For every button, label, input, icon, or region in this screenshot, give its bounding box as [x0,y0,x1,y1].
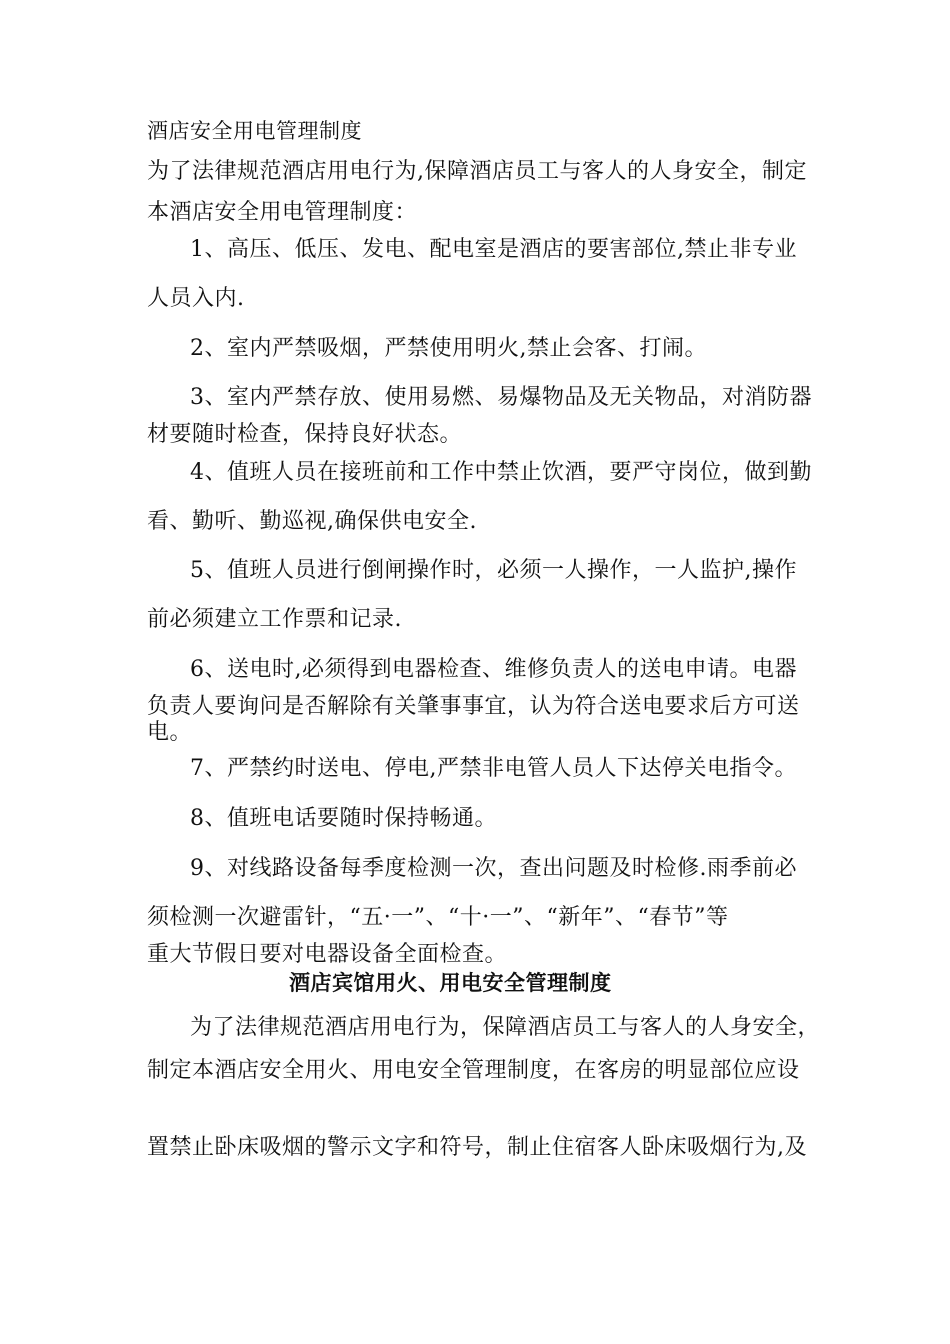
item-5-line-1: 5、值班人员进行倒闸操作时，必须一人操作，一人监护,操作 [190,558,797,583]
item-9-line-2: 须检测一次避雷针，“五·一”、“十·一”、“新年”、“春节”等 [147,905,729,930]
item-2-line-1: 2、室内严禁吸烟，严禁使用明火,禁止会客、打闹。 [190,336,707,361]
item-6-line-2: 负责人要询问是否解除有关肇事事宜，认为符合送电要求后方可送 [147,694,800,719]
item-9-line-3: 重大节假日要对电器设备全面检查。 [147,942,508,967]
item-1-line-2: 人员入内. [147,286,245,311]
doc-title: 酒店安全用电管理制度 [147,119,362,143]
item-6-line-3: 电。 [147,720,193,745]
section-para-line-1: 为了法律规范酒店用电行为，保障酒店员工与客人的人身安全， [190,1015,821,1040]
item-3-line-2: 材要随时检查，保持良好状态。 [147,422,463,447]
item-3-line-1: 3、室内严禁存放、使用易燃、易爆物品及无关物品，对消防器 [190,385,812,410]
item-6-line-1: 6、送电时,必须得到电器检查、维修负责人的送电申请。电器 [190,657,797,682]
item-1-line-1: 1、高压、低压、发电、配电室是酒店的要害部位,禁止非专业 [190,237,797,262]
section-para-line-3: 置禁止卧床吸烟的警示文字和符号，制止住宿客人卧床吸烟行为,及 [147,1135,807,1160]
item-4-line-2: 看、勤听、勤巡视,确保供电安全. [147,509,477,534]
item-5-line-2: 前必须建立工作票和记录. [147,607,402,632]
item-7-line-1: 7、严禁约时送电、停电,严禁非电管人员人下达停关电指令。 [190,756,797,781]
intro-line-1: 为了法律规范酒店用电行为,保障酒店员工与客人的人身安全，制定 [147,159,807,184]
intro-line-2: 本酒店安全用电管理制度： [147,200,418,225]
item-4-line-1: 4、值班人员在接班前和工作中禁止饮酒，要严守岗位，做到勤 [190,460,812,485]
section-para-line-2: 制定本酒店安全用火、用电安全管理制度，在客房的明显部位应设 [147,1058,800,1083]
item-9-line-1: 9、对线路设备每季度检测一次，查出问题及时检修.雨季前必 [190,856,797,881]
section-heading: 酒店宾馆用火、用电安全管理制度 [289,970,612,995]
item-8-line-1: 8、值班电话要随时保持畅通。 [190,806,497,831]
